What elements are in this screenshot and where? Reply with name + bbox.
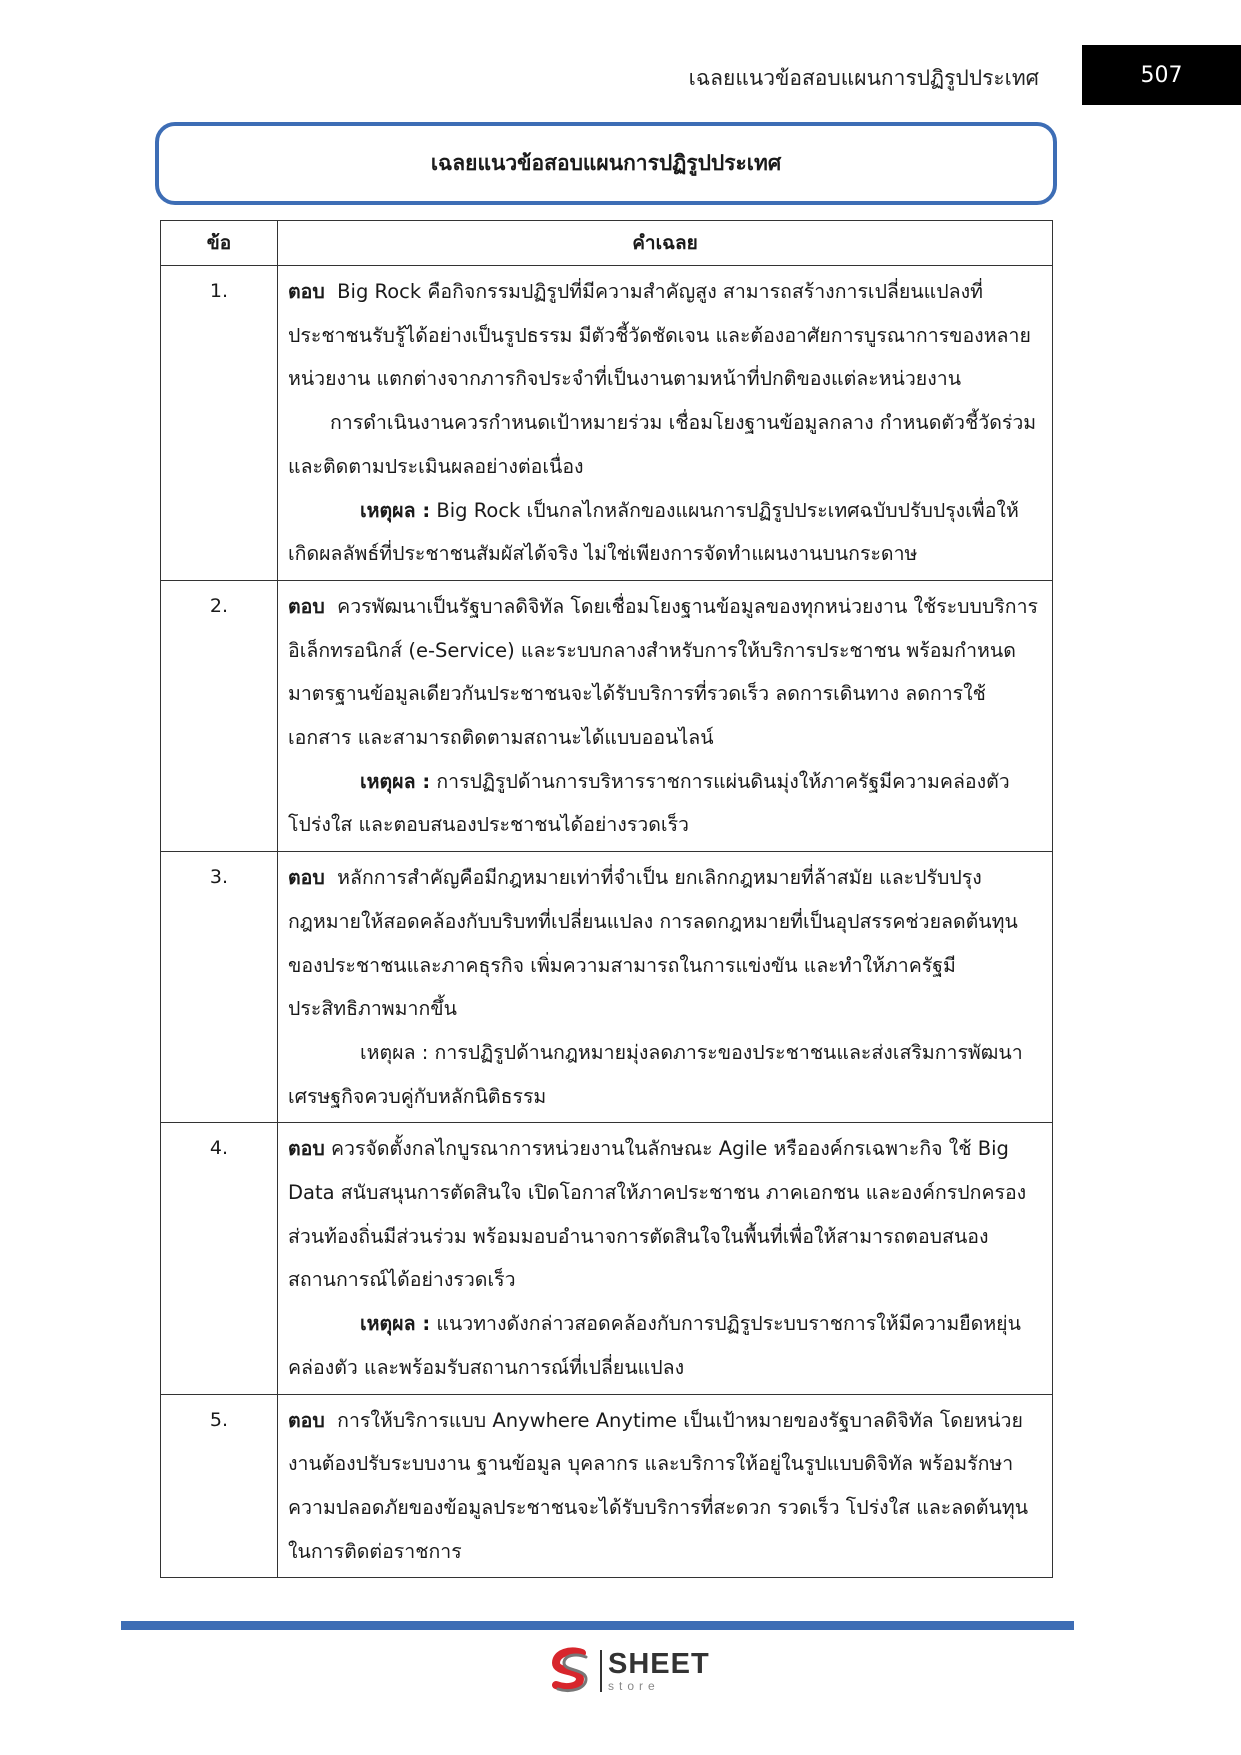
- page-number: 507: [1140, 62, 1183, 88]
- answer-label: ตอบ: [288, 280, 325, 303]
- answer-extra: การดำเนินงานควรกำหนดเป้าหมายร่วม เชื่อมโยงฐานข้อมูลกลาง กำหนดตัวชี้วัดร่วม และติดตามประเมินผลอย่างต่อเนื่อง: [288, 411, 1037, 478]
- answer-text: ตอบ หลักการสำคัญคือมีกฎหมายเท่าที่จำเป็น ยกเลิกกฎหมายที่ล้าสมัย และปรับปรุงกฎหมายให้สอดคล้องกับบริบทที่เปลี่ยนแปลง การลดกฎหมายที่เป็นอุปสรรคช่วยลดต้นทุนของประชาชนและภาคธุรกิจ เพิ่มความสามารถในการแข่งขัน และทำให้ภาครัฐมีประสิทธิภาพมากขึ้น: [288, 866, 1018, 1021]
- logo-text: [608, 1650, 710, 1692]
- answer-label: ตอบ: [288, 1137, 325, 1161]
- answer-cell: [278, 1394, 1053, 1578]
- answer-text: ตอบ การให้บริการแบบ Anywhere Anytime เป็นเป้าหมายของรัฐบาลดิจิทัล โดยหน่วยงานต้องปรับระบบงาน ฐานข้อมูล บุคลากร และบริการให้อยู่ในรูปแบบดิจิทัล พร้อมรักษาความปลอดภัยของข้อมูลประชาชนจะได้รับบริการที่สะดวก รวดเร็ว โปร่งใส และลดต้นทุนในการติดต่อราชการ: [288, 1408, 1029, 1563]
- table-row: [161, 1394, 1053, 1578]
- reason-text: เหตุผล : Big Rock เป็นกลไกหลักของแผนการปฏิรูปประเทศฉบับปรับปรุงเพื่อให้เกิดผลลัพธ์ที่ประชาชนสัมผัสได้จริง ไม่ใช่เพียงการจัดทำแผนงานบนกระดาษ: [288, 498, 1019, 566]
- logo-word: SHEET: [608, 1648, 710, 1680]
- table-row: [161, 1123, 1053, 1394]
- answer-text: ตอบ ควรจัดตั้งกลไกบูรณาการหน่วยงานในลักษณะ Agile หรือองค์กรเฉพาะกิจ ใช้ Big Data สนับสนุนการตัดสินใจ เปิดโอกาสให้ภาคประชาชน ภาคเอกชน และองค์กรปกครองส่วนท้องถิ่นมีส่วนร่วม พร้อมมอบอำนาจการตัดสินใจในพื้นที่เพื่อให้สามารถตอบสนองสถานการณ์ได้อย่างรวดเร็ว: [288, 1137, 1027, 1292]
- answer-table: [160, 220, 1053, 1578]
- document-title: เฉลยแนวข้อสอบแผนการปฏิรูปประเทศ: [430, 151, 782, 175]
- reason-label: เหตุผล :: [360, 769, 431, 793]
- running-header-title: เฉลยแนวข้อสอบแผนการปฏิรูปประเทศ: [688, 66, 1039, 90]
- footer-divider: [121, 1621, 1074, 1630]
- sheet-store-logo: [548, 1647, 710, 1695]
- answer-label: ตอบ: [288, 866, 325, 890]
- sheet-store-s-icon: [548, 1647, 592, 1695]
- document-title-box: [155, 122, 1057, 205]
- answer-cell: [278, 852, 1053, 1123]
- table-row: [161, 266, 1053, 581]
- reason-text: เหตุผล : การปฏิรูปด้านการบริหารราชการแผ่นดินมุ่งให้ภาครัฐมีความคล่องตัว โปร่งใส และตอบสนองประชาชนได้อย่างรวดเร็ว: [288, 769, 1010, 837]
- reason-text: เหตุผล : การปฏิรูปด้านกฎหมายมุ่งลดภาระของประชาชนและส่งเสริมการพัฒนาเศรษฐกิจควบคู่กับหลักนิติธรรม: [288, 1040, 1023, 1108]
- reason-text: เหตุผล : แนวทางดังกล่าวสอดคล้องกับการปฏิรูประบบราชการให้มีความยืดหยุ่น คล่องตัว และพร้อมรับสถานการณ์ที่เปลี่ยนแปลง: [288, 1312, 1021, 1379]
- table-row: [161, 580, 1053, 851]
- answer-cell: [278, 1123, 1053, 1394]
- answer-label: ตอบ: [288, 594, 325, 618]
- answer-text: ตอบ Big Rock คือกิจกรรมปฏิรูปที่มีความสำคัญสูง สามารถสร้างการเปลี่ยนแปลงที่ประชาชนรับรู้ได้อย่างเป็นรูปธรรม มีตัวชี้วัดชัดเจน และต้องอาศัยการบูรณาการของหลายหน่วยงาน แตกต่างจากภารกิจประจำที่เป็นงานตามหน้าที่ปกติของแต่ละหน่วยงาน: [288, 280, 1031, 391]
- question-number: 5.: [161, 1394, 278, 1578]
- column-header-number: ข้อ: [161, 221, 278, 266]
- table-row: [161, 852, 1053, 1123]
- answer-text: ตอบ ควรพัฒนาเป็นรัฐบาลดิจิทัล โดยเชื่อมโยงฐานข้อมูลของทุกหน่วยงาน ใช้ระบบบริการอิเล็กทรอนิกส์ (e-Service) และระบบกลางสำหรับการให้บริการประชาชน พร้อมกำหนดมาตรฐานข้อมูลเดียวกันประชาชนจะได้รับบริการที่รวดเร็ว ลดการเดินทาง ลดการใช้เอกสาร และสามารถติดตามสถานะได้แบบออนไลน์: [288, 594, 1039, 750]
- page-number-box: [1082, 45, 1241, 105]
- logo-divider: [600, 1650, 602, 1692]
- table-header-row: [161, 221, 1053, 266]
- question-number: 2.: [161, 580, 278, 851]
- answer-label: ตอบ: [288, 1408, 325, 1432]
- question-number: 3.: [161, 852, 278, 1123]
- reason-label: เหตุผล :: [360, 498, 431, 522]
- answer-cell: [278, 580, 1053, 851]
- question-number: 4.: [161, 1123, 278, 1394]
- answer-cell: [278, 266, 1053, 581]
- logo-subtitle: store: [608, 1679, 660, 1693]
- question-number: 1.: [161, 266, 278, 581]
- column-header-answer: คำเฉลย: [278, 221, 1053, 266]
- reason-label: เหตุผล :: [360, 1312, 431, 1336]
